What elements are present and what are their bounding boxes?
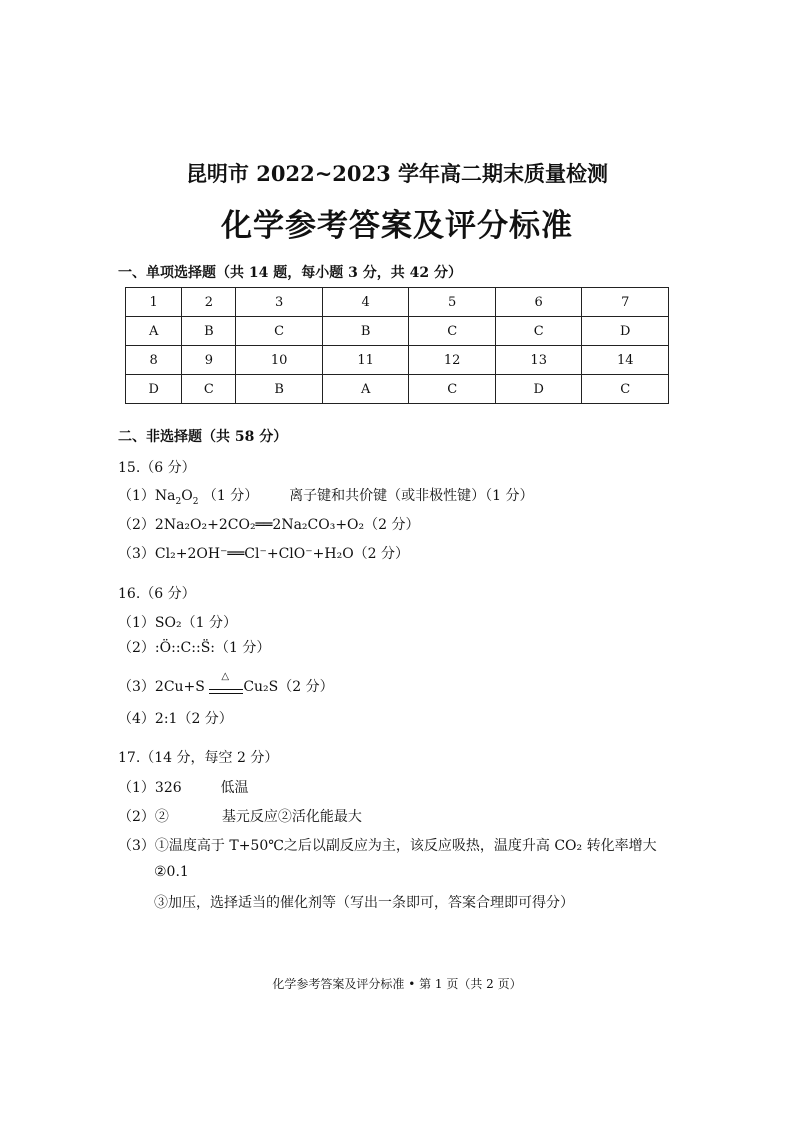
q15-a1-sub: 2 — [175, 496, 182, 507]
q15-a1-prefix: （1）Na — [118, 488, 176, 504]
part1-heading: 一、单项选择题（共 14 题，每小题 3 分，共 42 分） — [118, 265, 462, 281]
table-cell: B — [182, 317, 236, 346]
table-cell: B — [236, 375, 323, 404]
q15-a1-mid: O — [181, 488, 193, 504]
q17-head: 17.（14 分，每空 2 分） — [118, 750, 279, 766]
table-cell: 7 — [582, 288, 669, 317]
table-cell: 1 — [126, 288, 182, 317]
table-cell: 2 — [182, 288, 236, 317]
q17-answer-3-line3: ③加压，选择适当的催化剂等（写出一条即可，答案合理即可得分） — [154, 895, 574, 911]
q16-a2-score: （1 分） — [215, 640, 271, 656]
table-cell: 11 — [322, 346, 409, 375]
q17-answer-1 — [118, 777, 249, 797]
q17-a2-label: （2）② — [118, 809, 169, 825]
q15-answer-1 — [118, 485, 534, 507]
table-row — [126, 375, 669, 404]
table-cell: C — [409, 317, 496, 346]
table-cell: D — [495, 375, 582, 404]
table-cell: 14 — [582, 346, 669, 375]
page-subtitle: 化学参考答案及评分标准 — [221, 208, 573, 244]
q17-answer-2 — [118, 806, 362, 826]
q16-answer-1: （1）SO₂（1 分） — [118, 615, 237, 631]
answer-table — [125, 287, 669, 404]
q15-a1-score: （1 分） — [202, 488, 259, 504]
q17-a1-label: （1）326 — [118, 780, 182, 796]
table-row — [126, 346, 669, 375]
q16-answer-3 — [118, 671, 334, 696]
table-cell: 10 — [236, 346, 323, 375]
table-cell: A — [322, 375, 409, 404]
q16-answer-2 — [118, 637, 270, 657]
q16-a3-right: Cu₂S（2 分） — [243, 679, 334, 695]
q17-a2-text: 基元反应②活化能最大 — [221, 809, 362, 825]
q16-a3-left: （3）2Cu+S — [118, 679, 205, 695]
q17-answer-3-line1: （3）①温度高于 T+50℃之后以副反应为主，该反应吸热，温度升高 CO₂ 转化率增大 — [118, 838, 657, 854]
table-cell: A — [126, 317, 182, 346]
heat-triangle-icon: △ — [221, 671, 230, 682]
table-cell: 9 — [182, 346, 236, 375]
q16-a2-prefix: （2） — [118, 640, 155, 656]
heat-condition-equals — [209, 671, 243, 694]
table-cell: D — [126, 375, 182, 404]
table-row — [126, 288, 669, 317]
q15-answer-3: （3）Cl₂+2OH⁻══Cl⁻+ClO⁻+H₂O（2 分） — [118, 546, 410, 562]
page-title: 昆明市 2022~2023 学年高二期末质量检测 — [185, 161, 609, 186]
q15-a1-text: 离子键和共价键（或非极性键）（1 分） — [289, 488, 534, 504]
q15-a1-sub2: 2 — [192, 496, 199, 507]
table-cell: C — [236, 317, 323, 346]
q15-head: 15.（6 分） — [118, 460, 196, 476]
q17-answer-3-line2: ②0.1 — [154, 864, 189, 880]
table-row — [126, 317, 669, 346]
table-cell: C — [495, 317, 582, 346]
table-cell: 13 — [495, 346, 582, 375]
q16-answer-4: （4）2:1（2 分） — [118, 711, 233, 727]
q17-a1-text: 低温 — [220, 780, 249, 796]
table-cell: 12 — [409, 346, 496, 375]
table-cell: D — [582, 317, 669, 346]
table-cell: 6 — [495, 288, 582, 317]
table-cell: 3 — [236, 288, 323, 317]
table-cell: 8 — [126, 346, 182, 375]
table-cell: C — [582, 375, 669, 404]
table-cell: C — [409, 375, 496, 404]
q16-head: 16.（6 分） — [118, 586, 196, 602]
q15-answer-2: （2）2Na₂O₂+2CO₂══2Na₂CO₃+O₂（2 分） — [118, 517, 420, 533]
table-cell: 5 — [409, 288, 496, 317]
page-footer: 化学参考答案及评分标准 • 第 1 页（共 2 页） — [272, 977, 522, 991]
table-cell: B — [322, 317, 409, 346]
table-cell: 4 — [322, 288, 409, 317]
electron-formula: :Ö::C::S̈: — [154, 640, 216, 656]
table-cell: C — [182, 375, 236, 404]
part2-heading: 二、非选择题（共 58 分） — [118, 429, 288, 445]
